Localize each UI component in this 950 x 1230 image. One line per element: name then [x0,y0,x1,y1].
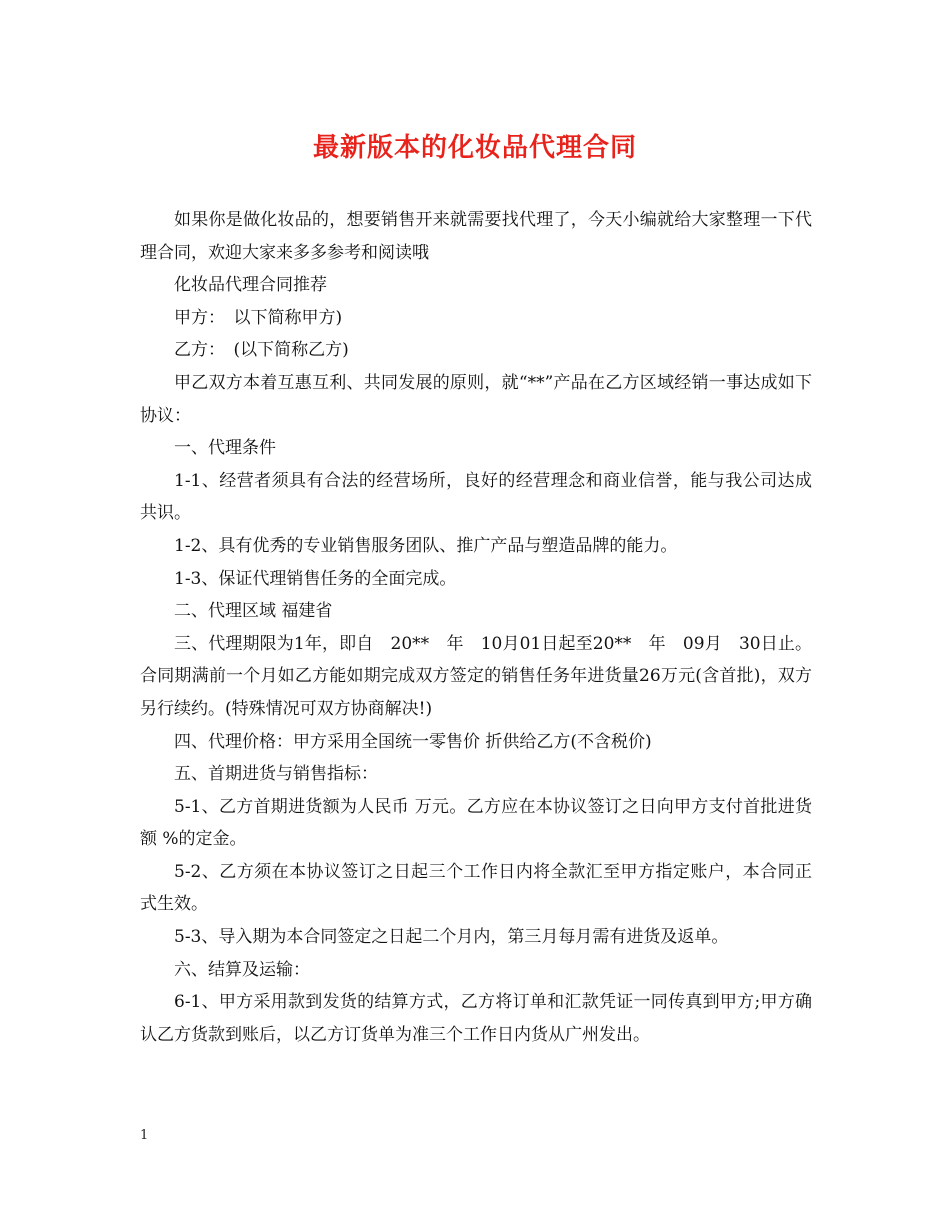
paragraph-contract-heading: 化妆品代理合同推荐 [174,275,327,296]
paragraph-party-a: 甲方： 以下简称甲方) [174,307,343,328]
clause-6-1: 6-1、甲方采用款到发货的结算方式，乙方将订单和汇款凭证一同传真到甲方;甲方确认乙方货款到账后，以乙方订货单为准三个工作日内货从广州发出。 [140,992,812,1045]
clause-1-3: 1-3、保证代理销售任务的全面完成。 [174,568,457,589]
section-heading-2: 二、代理区域 福建省 [174,601,333,622]
document-title: 最新版本的化妆品代理合同 [312,133,637,163]
page-number: 1 [140,1128,149,1143]
clause-1-1: 1-1、经营者须具有合法的经营场所，良好的经营理念和商业信誉，能与我公司达成共识。 [140,470,812,524]
clause-5-3: 5-3、导入期为本合同签定之日起二个月内，第三月每月需有进货及返单。 [174,927,729,948]
section-heading-6: 六、结算及运输： [174,959,310,980]
section-heading-1: 一、代理条件 [174,438,276,459]
document-body [140,204,812,1051]
paragraph-intro: 如果你是做化妆品的，想要销售开来就需要找代理了，今天小编就给大家整理一下代理合同，欢迎大家来多多参考和阅读哦 [140,210,812,263]
paragraph-agreement: 甲乙双方本着互惠互利、共同发展的原则，就“**”产品在乙方区域经销一事达成如下协议： [140,372,812,426]
section-4-price: 四、代理价格：甲方采用全国统一零售价 折供给乙方(不含税价) [174,731,652,752]
section-3-term: 三、代理期限为1年，即自 20** 年 10月01日起至20** 年 09月 30日止。合同期满前一个月如乙方能如期完成双方签定的销售任务年进货量26万元(含首批)，双方另行续约。(特殊情况可双方协商解决!) [140,633,812,719]
clause-5-1: 5-1、乙方首期进货额为人民币 万元。乙方应在本协议签订之日向甲方支付首批进货额 %的定金。 [140,796,812,850]
section-heading-5: 五、首期进货与销售指标： [174,764,378,785]
paragraph-party-b: 乙方： (以下简称乙方) [174,340,349,361]
clause-1-2: 1-2、具有优秀的专业销售服务团队、推广产品与塑造品牌的能力。 [174,535,678,556]
clause-5-2: 5-2、乙方须在本协议签订之日起三个工作日内将全款汇至甲方指定账户，本合同正式生效。 [140,861,812,915]
